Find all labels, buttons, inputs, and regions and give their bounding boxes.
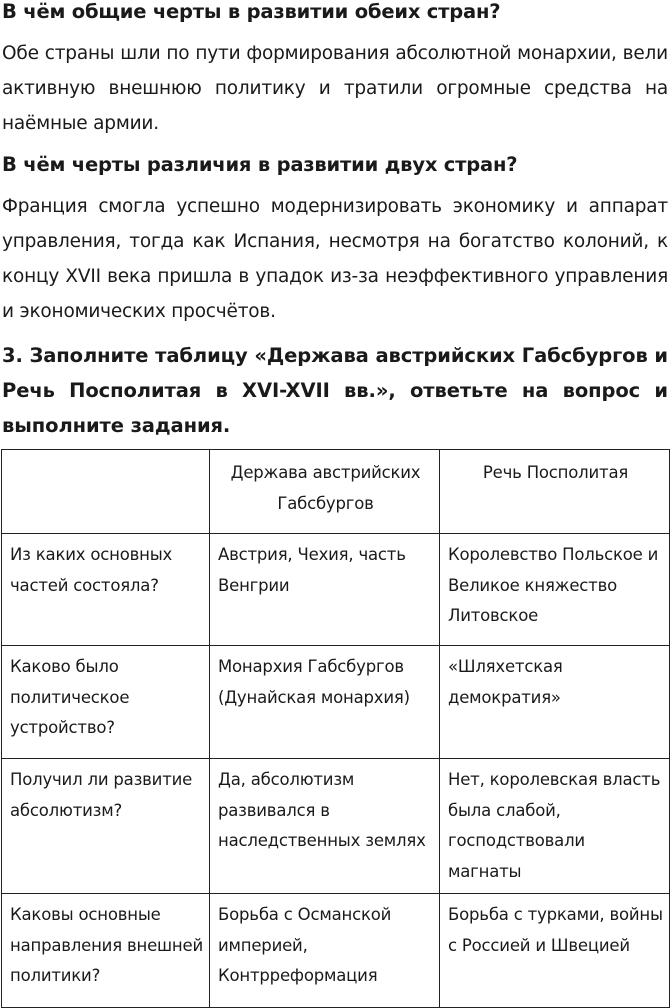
- question-cell: Каковы основные направления внешней политики?: [2, 894, 210, 1008]
- rzeczpospolita-cell: Борьба с турками, войны с Россией и Швецией: [440, 894, 670, 1008]
- question-cell: Получил ли развитие абсолютизм?: [2, 759, 210, 894]
- comparison-table: [1, 449, 670, 1008]
- question-cell: Из каких основных частей состояла?: [2, 534, 210, 646]
- task-3-text: 3. Заполните таблицу «Держава австрийских Габсбургов и Речь Посполитая в XVI-XVII вв.», ответьте на вопрос и выполните задания.: [2, 344, 668, 437]
- table-row: [2, 646, 670, 759]
- table-header-row: [2, 450, 670, 534]
- question-1-heading: В чём общие черты в развитии обеих стран?: [2, 0, 501, 23]
- table-row: [2, 759, 670, 894]
- question-1-answer: Обе страны шли по пути формирования абсолютной монархии, вели активную внешнюю политику и тратили огромные средства на наёмные армии.: [2, 43, 668, 134]
- table-row: [2, 534, 670, 646]
- question-cell: Каково было политическое устройство?: [2, 646, 210, 759]
- habsburg-cell: Да, абсолютизм развивался в наследственных землях: [210, 759, 440, 894]
- header-cell-habsburg: Держава австрийских Габсбургов: [210, 450, 440, 534]
- header-cell-rzeczpospolita: Речь Посполитая: [440, 450, 670, 534]
- rzeczpospolita-cell: Нет, королевская власть была слабой, господствовали магнаты: [440, 759, 670, 894]
- question-2-heading: В чём черты различия в развитии двух стран?: [2, 153, 518, 176]
- table-row: [2, 894, 670, 1008]
- habsburg-cell: Монархия Габсбургов (Дунайская монархия): [210, 646, 440, 759]
- habsburg-cell: Австрия, Чехия, часть Венгрии: [210, 534, 440, 646]
- header-cell-empty: [2, 450, 210, 534]
- rzeczpospolita-cell: «Шляхетская демократия»: [440, 646, 670, 759]
- rzeczpospolita-cell: Королевство Польское и Великое княжество Литовское: [440, 534, 670, 646]
- question-2-answer: Франция смогла успешно модернизировать экономику и аппарат управления, тогда как Испания, несмотря на богатство колоний, к концу XVII века пришла в упадок из-за неэффективного управления и экономических просчётов.: [2, 196, 668, 322]
- habsburg-cell: Борьба с Османской империей, Контрреформация: [210, 894, 440, 1008]
